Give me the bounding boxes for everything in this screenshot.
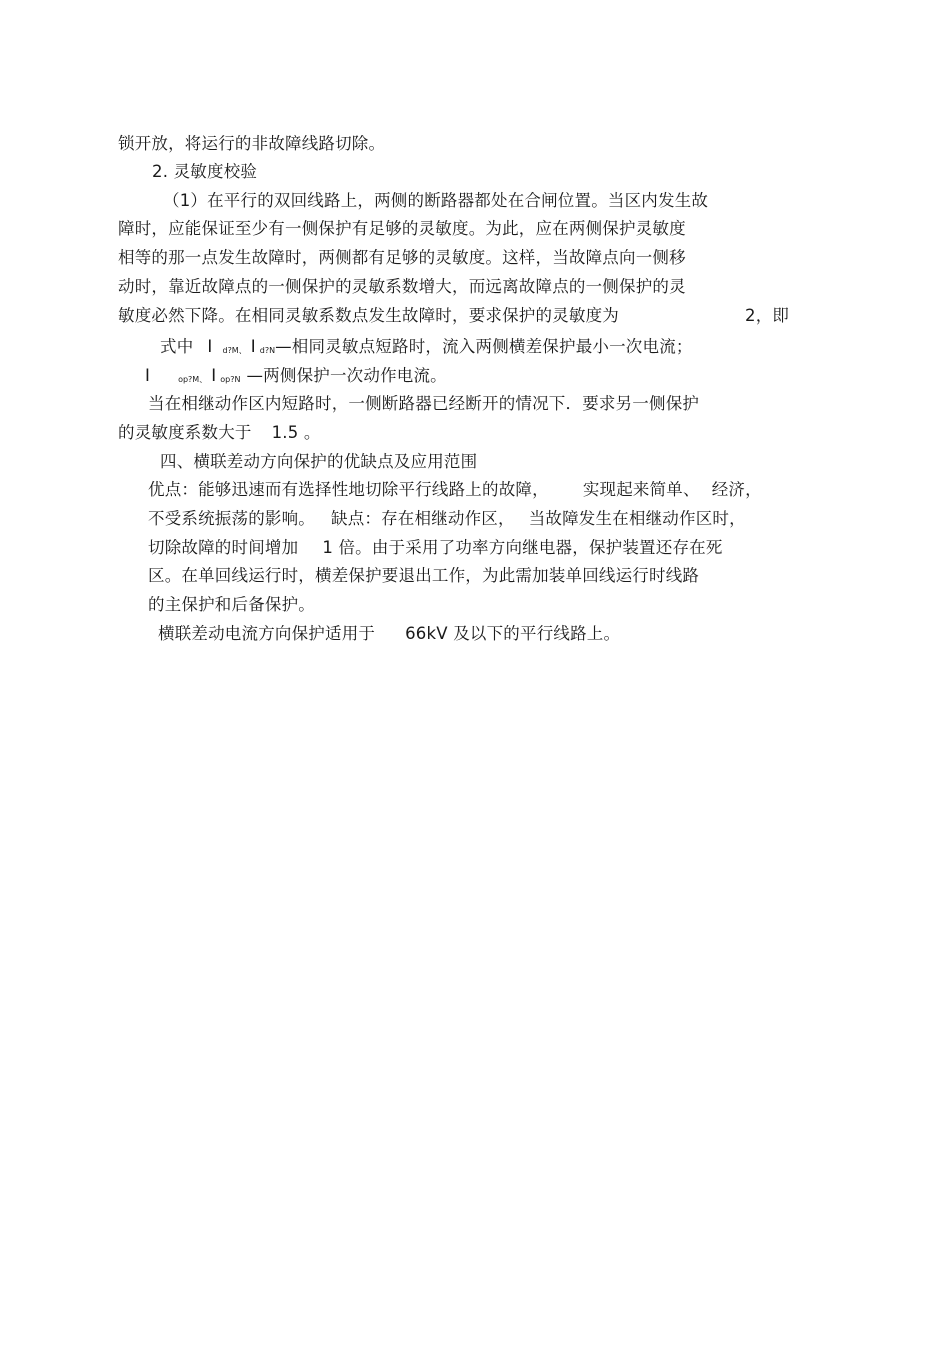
separator: 、 xyxy=(238,346,247,355)
text-line: 障时，应能保证至少有一侧保护有足够的灵敏度。为此，应在两侧保护灵敏度 xyxy=(118,219,686,238)
text-fragment: 实现起来简单、 xyxy=(582,480,700,499)
sensitivity-value: 1.5 。 xyxy=(271,423,321,442)
subscript: op?M xyxy=(178,375,200,384)
text-line: 敏度必然下降。在相同灵敏系数点发生故障时，要求保护的灵敏度为 xyxy=(118,306,619,325)
text-line: （1）在平行的双回线路上，两侧的断路器都处在合闸位置。当区内发生故 xyxy=(163,191,709,210)
text-line: 动时，靠近故障点的一侧保护的灵敏系数增大，而远离故障点的一侧保护的灵 xyxy=(118,277,686,296)
current-symbol: I xyxy=(250,337,256,356)
subscript: d?N xyxy=(259,346,276,355)
text-line: 当在相继动作区内短路时，一侧断路器已经断开的情况下．要求另一侧保护 xyxy=(148,394,700,413)
text-line xyxy=(148,479,762,501)
formula-text: —两侧保护一次动作电流。 xyxy=(246,366,447,385)
separator: 、 xyxy=(199,375,208,384)
text-line-end: 2，即 xyxy=(745,306,790,325)
subscript: op?N xyxy=(220,375,241,384)
text-fragment: 不受系统振荡的影响。 xyxy=(148,509,315,528)
text-line: 的主保护和后备保护。 xyxy=(148,595,315,614)
text-line: 区。在单回线运行时，横差保护要退出工作，为此需加装单回线运行时线路 xyxy=(148,566,700,585)
text-fragment: 的灵敏度系数大于 xyxy=(118,423,252,442)
text-line xyxy=(148,537,723,559)
text-line: 相等的那一点发生故障时，两侧都有足够的灵敏度。这样，当故障点向一侧移 xyxy=(118,248,686,267)
current-symbol: I xyxy=(145,366,151,385)
formula-text: —相同灵敏点短路时，流入两侧横差保护最小一次电流； xyxy=(275,337,693,356)
text-fragment: 当故障发生在相继动作区时， xyxy=(528,509,746,528)
section-heading-sensitivity: 2. 灵敏度校验 xyxy=(152,162,258,181)
text-fragment: 切除故障的时间增加 xyxy=(148,538,299,557)
formula-line-2 xyxy=(145,365,447,391)
formula-line-1 xyxy=(160,336,693,362)
section-heading-pros-cons: 四、横联差动方向保护的优缺点及应用范围 xyxy=(160,452,478,471)
text-line: 锁开放，将运行的非故障线路切除。 xyxy=(118,134,386,153)
text-fragment: 经济， xyxy=(711,480,762,499)
formula-prefix: 式中 xyxy=(160,337,194,356)
current-symbol: I xyxy=(211,366,217,385)
text-fragment: 1 倍。由于采用了功率方向继电器，保护装置还存在死 xyxy=(322,538,723,557)
current-symbol: I xyxy=(207,337,213,356)
subscript: d?M xyxy=(222,346,239,355)
text-line xyxy=(118,422,321,444)
text-fragment: 缺点：存在相继动作区， xyxy=(331,509,515,528)
text-line xyxy=(158,623,620,645)
text-fragment: 优点：能够迅速而有选择性地切除平行线路上的故障， xyxy=(148,480,549,499)
voltage-scope: 66kV 及以下的平行线路上。 xyxy=(405,624,621,643)
text-line xyxy=(148,508,746,530)
text-fragment: 横联差动电流方向保护适用于 xyxy=(158,624,376,643)
